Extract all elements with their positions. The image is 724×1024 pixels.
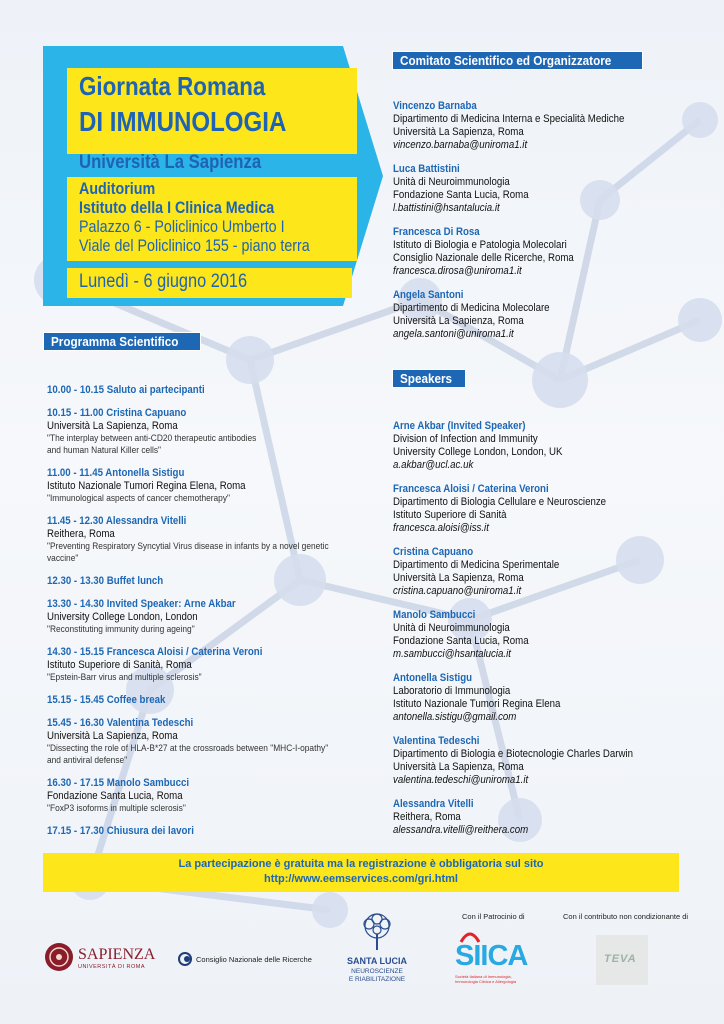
comitato-member: Francesca Di Rosa Istituto di Biologia e Patologia Molecolari Consiglio Nazionale delle Ricerche, Roma francesca.dirosa@uniroma1.it: [393, 226, 693, 278]
programma-item: 17.15 - 17.30 Chiusura dei lavori: [47, 825, 194, 837]
teva-logo: TEVA: [596, 935, 648, 985]
programma-item: 14.30 - 15.15 Francesca Aloisi / Caterina Veroni Istituto Superiore di Sanità, Roma "Epstein-Barr virus and multiple sclerosis": [47, 646, 263, 683]
registration-banner: [43, 853, 679, 892]
santa-lucia-logo: SANTA LUCIA NEUROSCIENZE E RIABILITAZIONE: [336, 912, 418, 990]
speakers-list: [393, 420, 693, 848]
speakers-heading: Speakers: [392, 369, 466, 388]
email-link[interactable]: antonella.sistigu@gmail.com: [393, 711, 517, 723]
speaker-entry: Antonella Sistigu Laboratorio di Immunologia Istituto Nazionale Tumori Regina Elena antonella.sistigu@gmail.com: [393, 672, 693, 724]
email-link[interactable]: francesca.aloisi@iss.it: [393, 522, 489, 534]
siica-logo: SIICA Società Italiana di Immunologia, Immunologia Clinica e Allergologia: [455, 928, 535, 986]
cnr-icon: [178, 952, 192, 966]
email-link[interactable]: l.battistini@hsantalucia.it: [393, 202, 500, 214]
programma-item: 10.00 - 10.15 Saluto ai partecipanti: [47, 384, 205, 396]
programma-list: [47, 384, 367, 848]
venue-line-2: Istituto della I Clinica Medica: [79, 198, 275, 217]
comitato-list: [393, 100, 693, 352]
email-link[interactable]: francesca.dirosa@uniroma1.it: [393, 265, 522, 277]
university-name: Università La Sapienza: [79, 152, 262, 173]
event-header: [43, 46, 383, 306]
programma-heading: Programma Scientifico: [43, 332, 201, 351]
patrocinio-label: Con il Patrocinio di: [462, 912, 525, 921]
programma-item: 11.45 - 12.30 Alessandra Vitelli Reithera, Roma "Preventing Respiratory Syncytial Virus disease in infants by a novel genetic vaccine": [47, 515, 329, 564]
programma-item: 10.15 - 11.00 Cristina Capuano Università La Sapienza, Roma "The interplay between anti-CD20 therapeutic antibodies and human Natural Killer cells": [47, 407, 257, 456]
registration-url-link[interactable]: http://www.eemservices.com/gri.html: [264, 873, 458, 885]
speaker-entry: Cristina Capuano Dipartimento di Medicina Sperimentale Università La Sapienza, Roma cristina.capuano@uniroma1.it: [393, 546, 693, 598]
cnr-logo: Consiglio Nazionale delle Ricerche: [178, 952, 338, 972]
venue-line-4: Viale del Policlinico 155 - piano terra: [79, 236, 310, 255]
title-line-1: Giornata Romana: [79, 71, 266, 101]
speaker-entry: Arne Akbar (Invited Speaker) Division of Infection and Immunity University College London, London, UK a.akbar@ucl.ac.uk: [393, 420, 693, 472]
email-link[interactable]: valentina.tedeschi@uniroma1.it: [393, 774, 529, 786]
email-link[interactable]: cristina.capuano@uniroma1.it: [393, 585, 522, 597]
programma-item: 13.30 - 14.30 Invited Speaker: Arne Akbar University College London, London "Reconstituting immunity during ageing": [47, 598, 236, 635]
email-link[interactable]: angela.santoni@uniroma1.it: [393, 328, 514, 340]
email-link[interactable]: a.akbar@ucl.ac.uk: [393, 459, 474, 471]
comitato-member: Luca Battistini Unità di Neuroimmunologia Fondazione Santa Lucia, Roma l.battistini@hsantalucia.it: [393, 163, 693, 215]
venue-line-3: Palazzo 6 - Policlinico Umberto I: [79, 217, 285, 236]
comitato-heading: Comitato Scientifico ed Organizzatore: [392, 51, 643, 70]
event-title: [67, 68, 357, 154]
email-link[interactable]: alessandra.vitelli@reithera.com: [393, 824, 529, 836]
programma-item: 12.30 - 13.30 Buffet lunch: [47, 575, 164, 587]
speaker-entry: Alessandra Vitelli Reithera, Roma alessandra.vitelli@reithera.com: [393, 798, 693, 837]
speaker-entry: Francesca Aloisi / Caterina Veroni Dipartimento di Biologia Cellulare e Neuroscienze Istituto Superiore di Sanità francesca.aloisi@iss.it: [393, 483, 693, 535]
sapienza-seal-icon: [44, 940, 74, 974]
email-link[interactable]: m.sambucci@hsantalucia.it: [393, 648, 511, 660]
tree-icon: [355, 912, 399, 952]
programma-item: 15.45 - 16.30 Valentina Tedeschi Università La Sapienza, Roma "Dissecting the role of HLA-B*27 at the crossroads between "MHC-I-opathy" and antiviral defense": [47, 717, 329, 766]
venue-line-1: Auditorium: [79, 179, 156, 198]
registration-text: La partecipazione è gratuita ma la registrazione è obbligatoria sul sito: [178, 858, 544, 870]
programma-item: 15.15 - 15.45 Coffee break: [47, 694, 166, 706]
speaker-entry: Manolo Sambucci Unità di Neuroimmunologia Fondazione Santa Lucia, Roma m.sambucci@hsantalucia.it: [393, 609, 693, 661]
comitato-member: Vincenzo Barnaba Dipartimento di Medicina Interna e Specialità Mediche Università La Sapienza, Roma vincenzo.barnaba@uniroma1.it: [393, 100, 693, 152]
venue-block: [67, 177, 357, 261]
event-date: Lunedì - 6 giugno 2016: [67, 268, 352, 298]
programma-item: 16.30 - 17.15 Manolo Sambucci Fondazione Santa Lucia, Roma "FoxP3 isoforms in multiple sclerosis": [47, 777, 190, 814]
contributo-label: Con il contributo non condizionante di: [563, 912, 689, 921]
speaker-entry: Valentina Tedeschi Dipartimento di Biologia e Biotecnologie Charles Darwin Università La Sapienza, Roma valentina.tedeschi@uniroma1.it: [393, 735, 693, 787]
email-link[interactable]: vincenzo.barnaba@uniroma1.it: [393, 139, 528, 151]
title-line-2: DI IMMUNOLOGIA: [79, 106, 287, 137]
programma-item: 11.00 - 11.45 Antonella Sistigu Istituto Nazionale Tumori Regina Elena, Roma "Immunological aspects of cancer chemotherapy": [47, 467, 246, 504]
comitato-member: Angela Santoni Dipartimento di Medicina Molecolare Università La Sapienza, Roma angela.santoni@uniroma1.it: [393, 289, 693, 341]
sapienza-logo: SAPIENZA UNIVERSITÀ DI ROMA: [44, 940, 154, 976]
